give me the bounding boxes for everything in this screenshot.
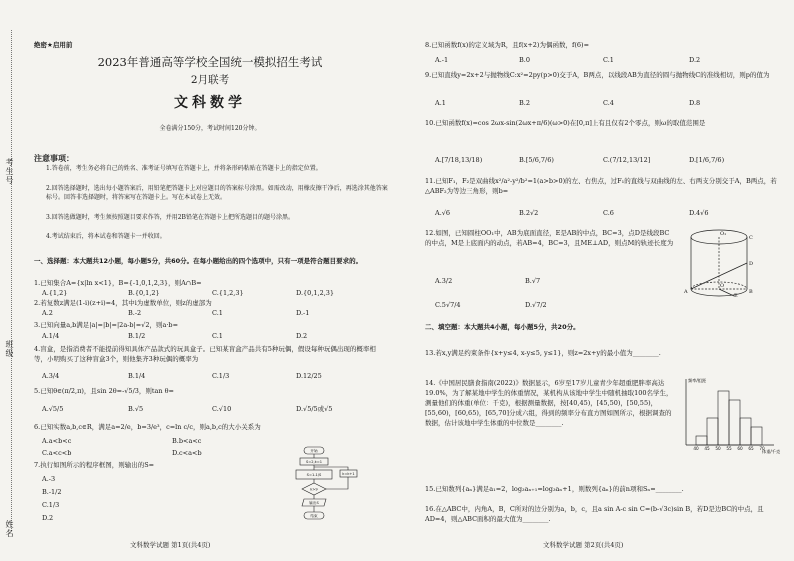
option: D.2 [296, 332, 308, 340]
flow-output: 输出S [309, 501, 319, 505]
notes-heading: 注意事项： [34, 154, 74, 163]
svg-text:A: A [684, 289, 688, 295]
option: C.(7/12,13/12] [603, 156, 651, 164]
option: A.[7/18,13/18) [435, 156, 483, 164]
name-label: 姓名 [5, 520, 14, 538]
flow-cond: k>9 [310, 487, 318, 492]
hist-tick-label: 60 [737, 446, 743, 451]
option: A.a<b<c [42, 437, 72, 445]
option: B.b<a<c [172, 437, 202, 445]
option: B.{0,1,2} [128, 289, 160, 297]
question-stem: 11.已知F₁，F₂是双曲线x²/a²-y²/b²=1(a>b>0)的左、右焦点，过F₁的直线与双曲线的左、右两支分别交于A，B两点，若△ABF₂为等边三角形，则b= [425, 177, 777, 195]
frequency-histogram [678, 375, 781, 455]
option: C.6 [603, 209, 614, 217]
exam-no-label: 考生号 [5, 158, 14, 185]
option: B.√7 [525, 277, 541, 285]
option: D.√5/5或√5 [296, 405, 333, 413]
option: B.-1/2 [42, 488, 62, 496]
hist-tick-label: 65 [748, 446, 754, 451]
option: A.-1 [435, 56, 449, 64]
question-stem: 1.已知集合A={x|ln x<1}，B={-1,0,1,2,3}，则A∩B= [34, 279, 202, 287]
score-line: 全卷满分150分，考试时间120分钟。 [159, 125, 261, 132]
question-stem: 8.已知函数f(x)的定义域为R，且f(x+2)为偶函数，f(6)= [425, 41, 590, 49]
option: A.√5/5 [42, 405, 64, 413]
hist-tick-label: 40 [693, 446, 699, 451]
flow-inc: k=k+1 [342, 472, 355, 476]
program-flowchart [282, 446, 358, 526]
option: D.{0,1,2,3} [296, 289, 335, 297]
svg-text:D: D [749, 261, 754, 267]
flow-start: 开始 [310, 449, 318, 453]
option: B.1/4 [128, 372, 146, 380]
svg-text:B: B [749, 289, 753, 295]
option: C.{1,2,3} [212, 289, 244, 297]
binding-gutter [0, 0, 22, 561]
option: B.2 [519, 99, 530, 107]
option: A.{1,2} [42, 289, 68, 297]
question-stem: 3.已知向量a,b满足|a|=|b|=|2a-b|=√2，则a·b= [34, 321, 179, 329]
option: D.[1/6,7/6) [689, 156, 725, 164]
option: B.√5 [128, 405, 144, 413]
option: C.1 [603, 56, 614, 64]
binding-line [11, 30, 12, 531]
svg-text:O: O [720, 283, 725, 289]
option: A.1 [435, 99, 446, 107]
exam-title: 2023年普通高等学校全国统一模拟招生考试 [97, 55, 323, 69]
option: D.12/25 [296, 372, 322, 380]
question-stem: 9.已知直线y=2x+2与抛物线C:x²=2py(p>0)交于A，B两点，以线段AB为直径的圆与抛物线C的准线相切，则p的值为 [425, 71, 770, 79]
hist-tick-label: 50 [715, 446, 721, 451]
option: C.a<c<b [42, 449, 72, 457]
question-stem: 10.已知函数f(x)=cos 2ωx-sin(2ωx+π/6)(ω>0)在[0,π]上有且仅有2个零点，则ω的取值范围是 [425, 119, 706, 127]
option: C.5√7/4 [435, 301, 461, 309]
option: A.-3 [42, 475, 56, 483]
option: D.4√6 [689, 209, 709, 217]
fill-question: 13.若x,y满足约束条件{x+y≤4, x-y≤5, y≤1}，则z=2x+y的最小值为________. [425, 349, 661, 357]
section-fill-heading: 二、填空题：本大题共4小题，每小题5分，共20分。 [425, 323, 580, 331]
option: B.[5/6,7/6) [519, 156, 554, 164]
option: C.1/3 [42, 501, 60, 509]
hist-bar [740, 418, 751, 445]
flow-step: S=1-1/S [306, 473, 322, 477]
hist-tick-label: 70 [759, 446, 765, 451]
option: C.1 [212, 309, 223, 317]
option: A.2 [42, 309, 53, 317]
question-stem: 4.盲盒，是指消费者不能提前得知具体产品款式的玩具盒子。已知某盲盒产品共有5种玩偶，假设每种玩偶出现的概率相等，小明购买了这种盲盒3个，则他集齐3种玩偶的概率为 [34, 345, 376, 363]
option: D.c<a<b [172, 449, 202, 457]
option: D.√7/2 [525, 301, 547, 309]
hist-xlabel: 体重/千克 [762, 449, 781, 454]
fill-question: 14.《中国居民膳食指南(2022)》数据显示，6岁至17岁儿童青少年超重肥胖率高达19.0%，为了解某地中学生的体重情况，某机构从该地中学生中随机抽取100名学生，测量他们的体重(单位：千克)，根据测量数据，按[40,45)，[45,50)，[50,55)，[55,60)，[60,65)，[65,70]分成六组，得到的频率分布直方图如图所示，根据调查的数据，估计该地中学生体重的中位数是________. [425, 379, 673, 427]
option: B.2√2 [519, 209, 539, 217]
hist-tick-label: 55 [726, 446, 732, 451]
option: C.√10 [212, 405, 232, 413]
note-item: 4.考试结束后，将本试卷和答题卡一并收回。 [46, 233, 166, 240]
option: C.1 [212, 332, 223, 340]
option: D.8 [689, 99, 701, 107]
note-item: 2.回答选择题时，选出每小题答案后，用铅笔把答题卡上对应题目的答案标号涂黑。如需改动，用橡皮擦干净后，再选涂其他答案标号。回答非选择题时，将答案写在答题卡上。写在本试卷上无效。 [46, 185, 388, 201]
question-stem: 6.已知实数a,b,c∈R，满足a=2/e，b=3/e³，c=ln c/c，则a,b,c的大小关系为 [34, 423, 261, 431]
question-stem: 2.若复数z满足(1-i)(z+i)=4，其中i为虚数单位，则z的虚部为 [34, 299, 212, 307]
hist-tick-label: 45 [704, 446, 710, 451]
page-footer: 文科数学试题 第2页(共4页) [543, 541, 624, 549]
question-stem: 5.已知θ∈(π/2,π)，且sin 2θ=-√5/3，则tan θ= [34, 387, 174, 395]
flow-end: 结束 [310, 514, 318, 518]
option: B.1/2 [128, 332, 146, 340]
page-footer: 文科数学试题 第1页(共4页) [130, 541, 211, 549]
option: C.4 [603, 99, 614, 107]
fill-question: 15.已知数列{aₙ}满足a₁=2，log₃aₙ₊₁=log₃aₙ+1，则数列{aₙ}的前n项和Sₙ=________. [425, 485, 684, 493]
option: B.0 [519, 56, 530, 64]
note-item: 3.回答选做题时，考生须按照题目要求作答，并用2B铅笔在答题卡上把所选题目的题号涂黑。 [46, 214, 294, 221]
svg-text:C: C [749, 235, 753, 241]
svg-text:O₁: O₁ [720, 231, 727, 237]
hist-ylabel: 频率/组距 [688, 378, 707, 383]
option: D.2 [42, 514, 54, 522]
hist-bar [718, 391, 729, 445]
option: D.-1 [296, 309, 310, 317]
svg-text:E: E [734, 293, 738, 299]
option: A.3/4 [42, 372, 60, 380]
hist-bar [707, 418, 718, 445]
cylinder-figure [684, 227, 754, 297]
note-item: 1.答卷前，考生务必将自己的姓名、准考证号填写在答题卡上，并将条形码粘贴在答题卡上的指定位置。 [46, 165, 322, 172]
option: C.1/3 [212, 372, 230, 380]
flow-init: S=2,k=1 [305, 460, 323, 464]
option: A.√6 [435, 209, 451, 217]
hist-bar [751, 427, 762, 445]
exam-subtitle: 2月联考 [190, 74, 230, 86]
option: A.1/4 [42, 332, 60, 340]
option: A.3/2 [435, 277, 453, 285]
subject-title: 文科数学 [174, 95, 246, 111]
section-choice-heading: 一、选择题：本大题共12小题，每小题5分，共60分。在每小题给出的四个选项中，只有一项是符合题目要求的。 [34, 257, 363, 265]
class-label: 班级 [5, 340, 14, 358]
fill-question: 16.在△ABC中，内角A，B，C所对的边分别为a，b，c，且a sin A-c sin C=(b-√3c)sin B，若D是边BC的中点，且AD=4，则△ABC面积的最大值为________. [425, 505, 764, 523]
question-stem: 12.如图，已知圆柱OO₁中，AB为底面直径，E是AB的中点，BC=3，点D是线段BC的中点，M是上底面内的动点，若AB=4，BC=3，且ME⊥AD，则点M的轨迹长度为 [425, 229, 674, 247]
hist-bar [729, 400, 740, 445]
hist-bar [696, 436, 707, 445]
option: B.-2 [128, 309, 142, 317]
option: D.2 [689, 56, 701, 64]
secret-mark: 绝密★启用前 [34, 41, 73, 49]
question-stem: 7.执行如图所示的程序框图，则输出的S= [34, 461, 155, 469]
